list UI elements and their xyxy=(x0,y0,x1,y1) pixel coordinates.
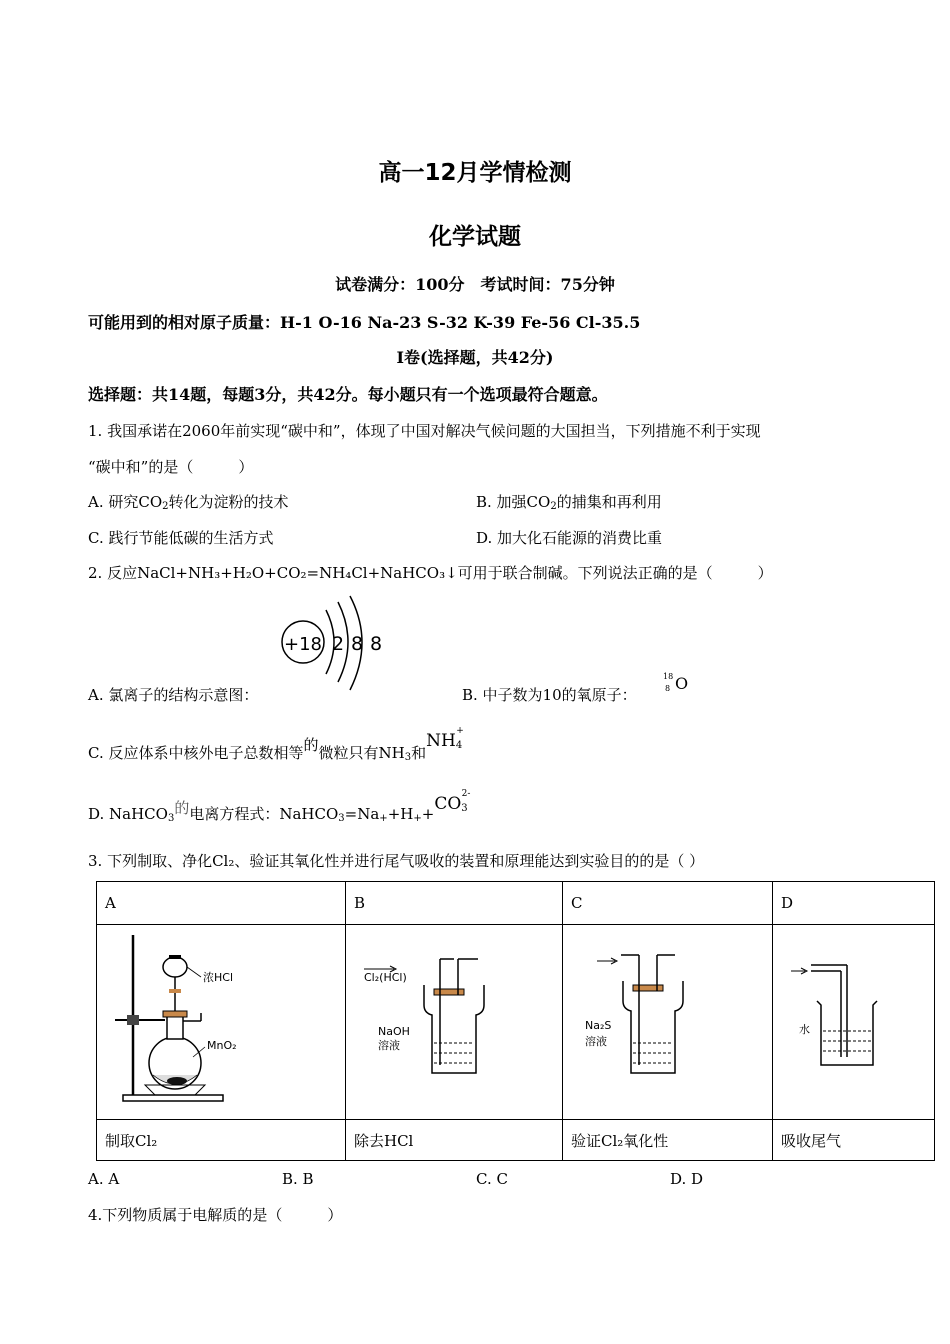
wash-bottle-body xyxy=(424,985,484,1073)
apparatus-d-cell xyxy=(773,925,935,1120)
label-naoh: NaOH xyxy=(378,1025,410,1038)
q1-option-a: A. 研究$CO_2$转化为淀粉的技术 xyxy=(88,493,289,512)
label-water: 水 xyxy=(799,1023,810,1036)
instructions: 选择题：共14题，每题3分，共42分。每小题只有一个选项最符合题意。 xyxy=(88,385,608,404)
label-na2s: Na₂S xyxy=(585,1019,612,1032)
stand-base xyxy=(123,1095,223,1101)
q1-stem-line2: “碳中和”的是（ ） xyxy=(88,458,254,476)
tail-gas-absorber xyxy=(781,925,926,1115)
shell-electrons-1: 2 xyxy=(331,633,345,655)
label-conc-hcl: 浓HCl xyxy=(203,971,234,984)
label-na2s-solution: 溶液 xyxy=(585,1035,607,1048)
ammonium-ion: $NH_4^+$ xyxy=(426,726,464,751)
oxidation-test-bottle xyxy=(571,925,764,1115)
stopcock xyxy=(169,989,181,993)
exam-meta: 试卷满分：100分 考试时间：75分钟 xyxy=(335,275,615,294)
funnel-cap xyxy=(169,955,181,959)
table-header-c: C xyxy=(563,882,773,925)
q3-option-c: C. C xyxy=(476,1170,508,1188)
q3-option-d: D. D xyxy=(670,1170,704,1188)
chlorine-generator-apparatus xyxy=(105,925,337,1115)
label-mno2: MnO₂ xyxy=(207,1039,237,1052)
stopper xyxy=(163,1011,187,1017)
q3-option-a: A. A xyxy=(88,1170,120,1188)
caption-b: 除去HCl xyxy=(346,1120,563,1161)
page-title: 高一12月学情检测 xyxy=(378,160,572,186)
q2-stem: 2. 反应NaCl+NH₃+H₂O+CO₂=NH₄Cl+NaHCO₃↓可用于联合制碱。下列说法正确的是（ ） xyxy=(88,564,773,582)
shell-electrons-2: 8 xyxy=(350,633,364,655)
table-header-b: B xyxy=(346,882,563,925)
chloride-ion-structure-diagram xyxy=(278,594,390,696)
apparatus-b-cell xyxy=(346,925,563,1120)
test-bottle-body xyxy=(623,981,683,1073)
label-naoh-solution: 溶液 xyxy=(378,1039,400,1052)
oxygen-18-nuclide: 18 8 O xyxy=(663,672,689,693)
q4-stem: 4.下列物质属于电解质的是（ ） xyxy=(88,1206,343,1224)
q3-option-b: B. B xyxy=(282,1170,314,1188)
table-header-a: A xyxy=(97,882,346,925)
label-gas-in: Cl₂(HCl) xyxy=(364,971,407,984)
caption-d: 吸收尾气 xyxy=(773,1120,935,1161)
page-subtitle: 化学试题 xyxy=(429,224,521,250)
q1-option-d: D. 加大化石能源的消费比重 xyxy=(476,529,663,547)
q2-option-c: C. 反应体系中核外电子总数相等的微粒只有$NH_3$和$NH_4^+$ xyxy=(88,742,470,763)
q1-option-b: B. 加强$CO_2$的捕集和再利用 xyxy=(476,493,662,512)
hcl-removal-bottle xyxy=(354,925,554,1115)
apparatus-a-cell xyxy=(97,925,346,1120)
caption-c: 验证Cl₂氧化性 xyxy=(563,1120,773,1161)
label-line-solid xyxy=(193,1047,205,1057)
carbonate-ion: $CO_3^{2-}$ xyxy=(434,789,471,814)
q2-option-b: B. 中子数为10的氧原子： xyxy=(462,686,637,704)
q2-option-d: D. NaHCO$_3$的电离方程式：$NaHCO_3=Na_++H_++CO_3^{2-}$ xyxy=(88,803,476,824)
bottle-stopper xyxy=(434,989,464,995)
atomic-masses: 可能用到的相对原子质量：H-1 O-16 Na-23 S-32 K-39 Fe-56 Cl-35.5 xyxy=(88,313,641,332)
manganese-dioxide-solid xyxy=(167,1077,187,1085)
label-line-acid xyxy=(187,967,201,977)
q3-stem: 3. 下列制取、净化Cl₂、验证其氧化性并进行尾气吸收的装置和原理能达到实验目的的是（ ） xyxy=(88,852,705,870)
dropping-funnel xyxy=(163,957,187,977)
apparatus-c-cell xyxy=(563,925,773,1120)
shell-electrons-3: 8 xyxy=(369,633,383,655)
q1-stem-line1: 1. 我国承诺在2060年前实现“碳中和”，体现了中国对解决气候问题的大国担当，下列措施不利于实现 xyxy=(88,422,761,440)
apparatus-table xyxy=(96,881,935,1161)
nucleus-charge: +18 xyxy=(284,634,322,655)
table-header-d: D xyxy=(773,882,935,925)
clamp-joint xyxy=(127,1015,139,1025)
bottle-stopper xyxy=(633,985,663,991)
q2-option-a: A. 氯离子的结构示意图： xyxy=(88,686,259,704)
burner-flame xyxy=(145,1085,205,1095)
q1-option-c: C. 践行节能低碳的生活方式 xyxy=(88,529,274,547)
section-heading: I卷(选择题，共42分) xyxy=(396,348,554,367)
caption-a: 制取Cl₂ xyxy=(97,1120,346,1161)
